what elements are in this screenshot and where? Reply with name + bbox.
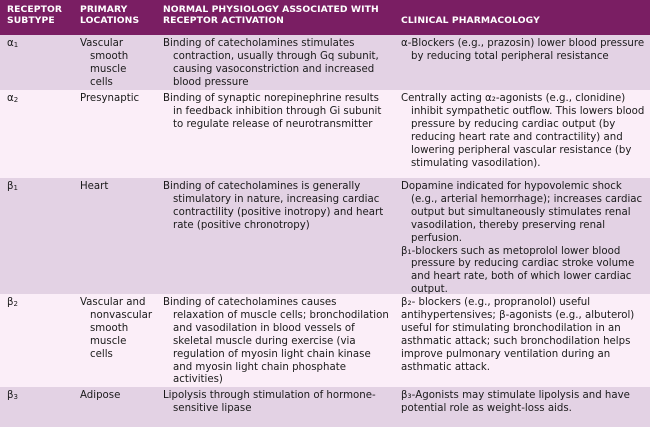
subtype-symbol: β [7, 181, 14, 192]
table-row [0, 387, 650, 427]
receptor-subtype [0, 297, 73, 387]
subtype-index: 2 [13, 96, 19, 104]
pharmacology-paragraph: α-Blockers (e.g., prazosin) lower blood pressure by reducing total peripheral resistance [401, 38, 645, 62]
subtype-index: 3 [13, 393, 18, 401]
clinical-pharmacology [394, 297, 650, 387]
table-row [0, 90, 650, 178]
receptor-subtype [0, 181, 73, 294]
primary-location: Adipose [80, 390, 121, 401]
normal-physiology: Binding of synaptic norepinephrine results in feedback inhibition through Gi subunit to regulate release of neurotransmitter [163, 93, 382, 130]
pharmacology-paragraph: β₃-Agonists may stimulate lipolysis and have potential role as weight-loss aids. [401, 390, 630, 414]
clinical-pharmacology [394, 93, 650, 178]
subtype-index: 1 [13, 184, 18, 192]
subtype-symbol: β [7, 297, 14, 308]
receptor-subtype [0, 93, 73, 178]
clinical-pharmacology [394, 390, 650, 427]
pharmacology-paragraph: β₁-blockers such as metoprolol lower blood pressure by reducing cardiac stroke volume and heart rate, both of which lower cardiac output. [401, 245, 635, 296]
pharmacology-paragraph: β₂- blockers (e.g., propranolol) useful antihypertensives; β-agonists (e.g., albuterol) useful for stimulating bronchodilation in an asthmatic attack; such bronchodilation helps improve pulmonary ventilation during an asthmatic attack. [401, 297, 635, 373]
header-receptor-subtype: RECEPTOR SUBTYPE [7, 4, 63, 26]
primary-location: Vascular and nonvascular smooth muscle cells [80, 297, 153, 360]
table-row [0, 35, 650, 90]
primary-location: Presynaptic [80, 93, 140, 104]
header-clinical-pharmacology: CLINICAL PHARMACOLOGY [401, 15, 540, 26]
subtype-index: 2 [13, 300, 18, 308]
primary-location: Vascular smooth muscle cells [80, 38, 129, 88]
primary-location: Heart [80, 181, 109, 192]
header-normal-physiology: NORMAL PHYSIOLOGY ASSOCIATED WITH RECEPTOR ACTIVATION [163, 4, 379, 26]
subtype-symbol: α [7, 93, 14, 104]
normal-physiology: Binding of catecholamines causes relaxation of muscle cells; bronchodilation and vasodilation in blood vessels of skeletal muscle during exercise (via regulation of myosin light chain kinase and myosin light chain phosphate activities) [163, 297, 389, 386]
pharmacology-paragraph: Dopamine indicated for hypovolemic shock (e.g., arterial hemorrhage); increases cardiac output but simultaneously stimulates renal vasodilation, thereby preserving renal perfusion. [401, 181, 643, 244]
receptor-subtype [0, 390, 73, 427]
clinical-pharmacology [394, 38, 650, 90]
table-row [0, 294, 650, 387]
normal-physiology: Binding of catecholamines is generally stimulatory in nature, increasing cardiac contractility (positive inotropy) and heart rate (positive chronotropy) [163, 181, 384, 231]
table-row [0, 178, 650, 294]
header-primary-locations: PRIMARY LOCATIONS [80, 4, 140, 26]
normal-physiology: Binding of catecholamines stimulates contraction, usually through Gq subunit, causing vasoconstriction and increased blood pressure [163, 38, 379, 88]
table-header [0, 0, 650, 35]
subtype-index: 1 [13, 41, 19, 49]
pharmacology-paragraph: Centrally acting α₂-agonists (e.g., clonidine) inhibit sympathetic outflow. This lowers blood pressure by reducing cardiac output (by reducing heart rate and contractility) and lowering peripheral vascular resistance (by stimulating vasodilation). [401, 93, 645, 169]
normal-physiology: Lipolysis through stimulation of hormone-sensitive lipase [163, 390, 376, 414]
receptor-subtype [0, 38, 73, 90]
clinical-pharmacology [394, 181, 650, 294]
subtype-symbol: β [7, 390, 14, 401]
subtype-symbol: α [7, 38, 14, 49]
